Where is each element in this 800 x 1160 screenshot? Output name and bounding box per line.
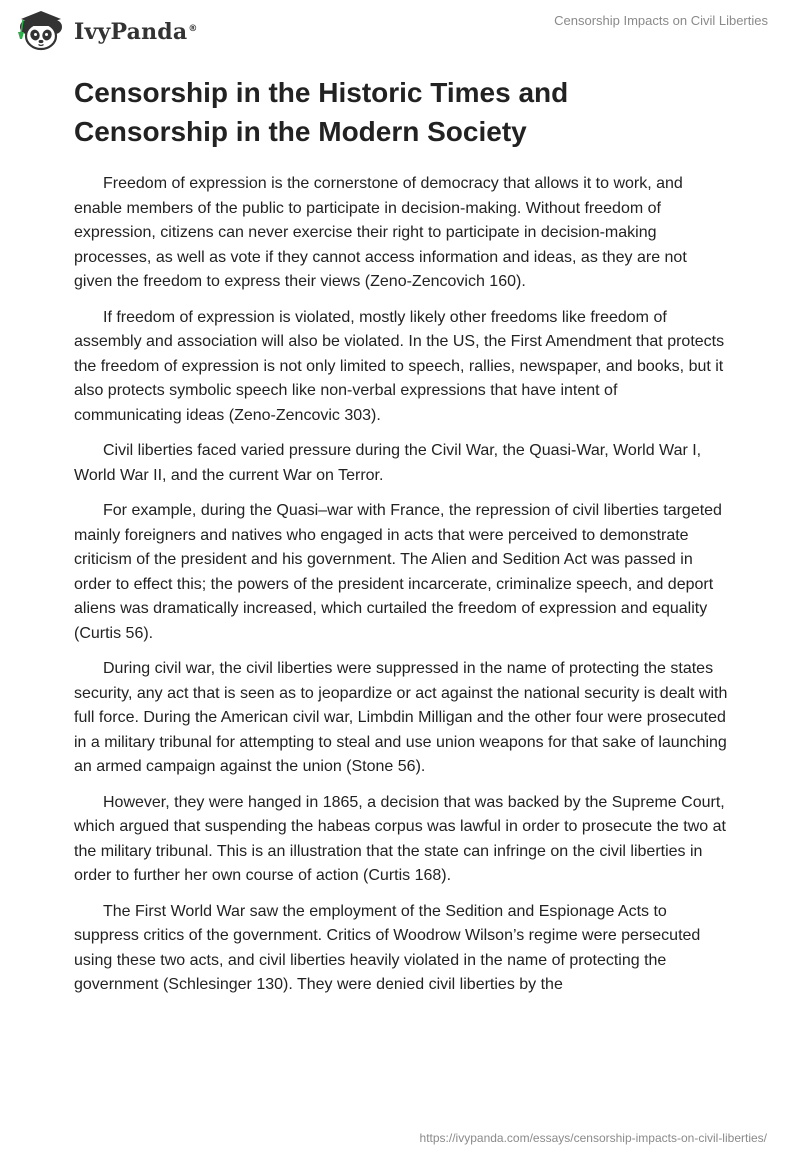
paragraph-4: For example, during the Quasi–war with France, the repression of civil liberties targeted mainly foreigners and natives who engaged in acts that were perceived to demonstrate criticism of the president and his government. The Alien and Sedition Act was passed in order to effect this; the powers of the president incarcerate, criminalize speech, and deport aliens was dramatically increased, which curtailed the freedom of expression and equality (Curtis 56). xyxy=(74,502,722,642)
page-header xyxy=(0,0,800,60)
ivypanda-logo[interactable] xyxy=(14,9,198,53)
paragraph-2: If freedom of expression is violated, mostly likely other freedoms like freedom of assembly and association will also be violated. In the US, the First Amendment that protects the freedom of expression is not only limited to speech, rallies, newspaper, and books, but it also protects symbolic speech like non-verbal expressions that have intent of communicating ideas (Zeno-Zencovic 303). xyxy=(74,308,725,424)
article-title-line-1: Censorship in the Historic Times and xyxy=(74,77,569,108)
panda-graduation-cap-icon xyxy=(14,9,70,53)
source-url[interactable]: https://ivypanda.com/essays/censorship-impacts-on-civil-liberties/ xyxy=(419,1131,767,1145)
paragraph-7: The First World War saw the employment of the Sedition and Espionage Acts to suppress critics of the government. Critics of Woodrow Wilson’s regime were persecuted using these two acts, and civil liberties heavily violated in the name of protecting the government (Schlesinger 130). They were denied civil liberties by the xyxy=(74,902,701,993)
registered-mark: ® xyxy=(188,23,198,34)
paragraph-3: Civil liberties faced varied pressure during the Civil War, the Quasi-War, World War I, World War II, and the current War on Terror. xyxy=(74,442,702,484)
article-title xyxy=(74,73,734,151)
document-title: Censorship Impacts on Civil Liberties xyxy=(554,13,768,28)
paragraph-1: Freedom of expression is the cornerstone of democracy that allows it to work, and enable members of the public to participate in decision-making. Without freedom of expression, citizens can never exercise their right to participate in decision-making processes, as well as vote if they cannot access information and ideas, as they are not given the freedom to express their views (Zeno-Zencovich 160). xyxy=(74,175,687,290)
article-title-line-2: Censorship in the Modern Society xyxy=(74,116,527,147)
brand-name-text: IvyPanda xyxy=(74,19,188,45)
paragraph-6: However, they were hanged in 1865, a decision that was backed by the Supreme Court, which argued that suspending the habeas corpus was lawful in order to prosecute the two at the military tribunal. This is an illustration that the state can infringe on the civil liberties in order to further her own course of action (Curtis 168). xyxy=(74,793,726,884)
paragraph-5: During civil war, the civil liberties were suppressed in the name of protecting the states security, any act that is seen as to jeopardize or act against the national security is dealt with full force. During the American civil war, Limbdin Milligan and the other four were prosecuted in a military tribunal for attempting to steal and use union weapons for that sake of launching an armed campaign against the union (Stone 56). xyxy=(74,660,728,775)
brand-name xyxy=(74,19,198,45)
article-body xyxy=(74,172,728,1009)
